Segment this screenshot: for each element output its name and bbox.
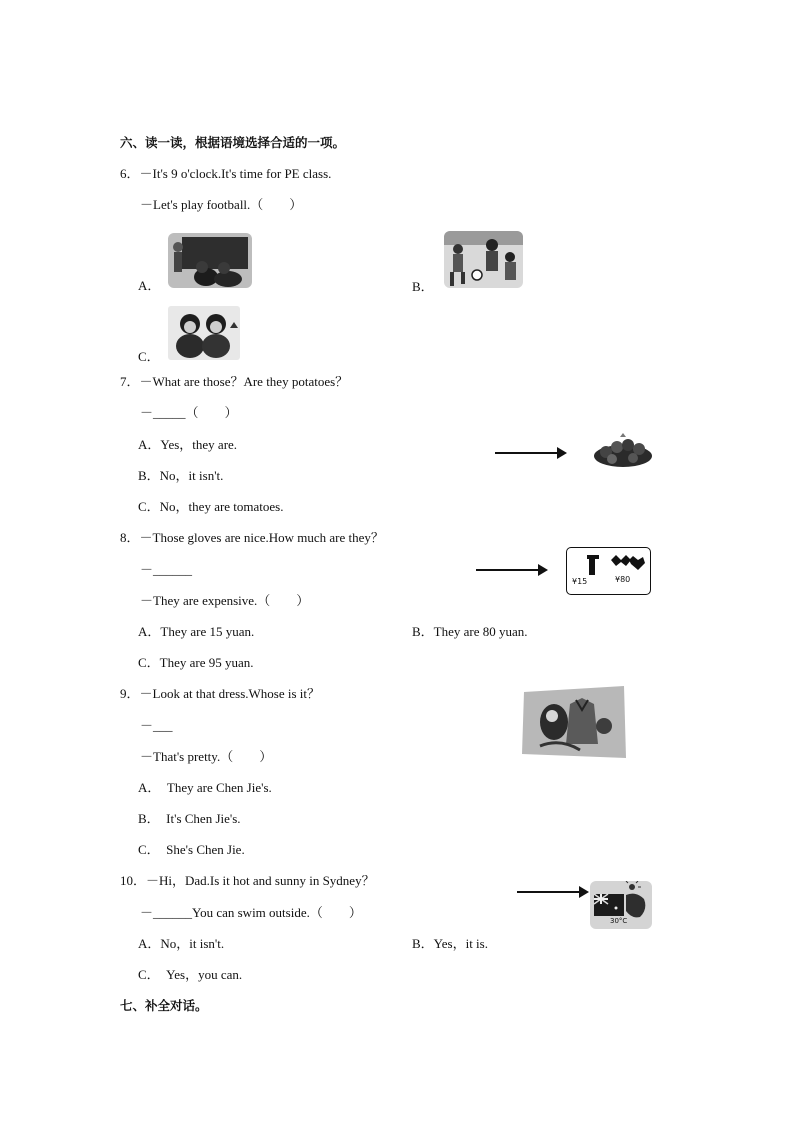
q10-temperature: 30°C [610,917,628,925]
q10-option-c[interactable]: C． Yes，you can. [138,967,243,982]
q8-prompt: 8．－Those gloves are nice.How much are they？ [120,530,384,545]
q6-prompt: 6．－It's 9 o'clock.It's time for PE class. [120,166,332,181]
q6-response: －Let's play football.（ ） [140,197,303,212]
q9-option-a[interactable]: A． They are Chen Jie's. [138,780,272,795]
q8-price-2: ¥80 [615,575,631,584]
q7-prompt: 7．－What are those？Are they potatoes？ [120,374,349,389]
q10-response: －______You can swim outside.（ ） [140,905,362,920]
section-7-title: 七、补全对话。 [120,998,208,1013]
q10-arrow-icon [517,891,587,893]
q6-option-a-label[interactable]: A． [138,278,161,293]
q9-prompt: 9．－Look at that dress.Whose is it？ [120,686,321,701]
q10-weather-card [590,881,652,929]
q8-option-c[interactable]: C．They are 95 yuan. [138,655,254,670]
q7-vegetables-image [592,432,654,468]
q6-option-c-image [168,306,240,360]
q10-prompt: 10．－Hi，Dad.Is it hot and sunny in Sydney？ [120,873,375,888]
q8-option-a[interactable]: A．They are 15 yuan. [138,624,255,639]
q8-response: －They are expensive.（ ） [140,593,310,608]
q8-option-b[interactable]: B．They are 80 yuan. [412,624,528,639]
q9-response: －That's pretty.（ ） [140,749,273,764]
q9-response-blank: －___ [140,718,173,733]
section-6-title: 六、读一读，根据语境选择合适的一项。 [120,135,346,150]
q6-option-a-image [168,233,252,288]
q7-option-c[interactable]: C．No，they are tomatoes. [138,499,284,514]
q7-option-a[interactable]: A．Yes，they are. [138,437,238,452]
q7-option-b[interactable]: B．No，it isn't. [138,468,224,483]
q7-response: －_____（ ） [140,405,238,420]
q10-option-a[interactable]: A．No，it isn't. [138,936,225,951]
q7-arrow-icon [495,452,565,454]
q9-option-c[interactable]: C． She's Chen Jie. [138,842,245,857]
q8-arrow-icon [476,569,546,571]
q8-response-blank: －______ [140,562,193,577]
q9-dress-image [520,686,628,760]
q8-price-tag-card [566,547,651,595]
q6-option-c-label[interactable]: C． [138,349,160,364]
q6-option-b-image [444,231,523,288]
q6-option-b-label[interactable]: B． [412,279,434,294]
q10-option-b[interactable]: B．Yes，it is. [412,936,488,951]
q9-option-b[interactable]: B． It's Chen Jie's. [138,811,241,826]
q8-price-1: ¥15 [572,577,588,586]
